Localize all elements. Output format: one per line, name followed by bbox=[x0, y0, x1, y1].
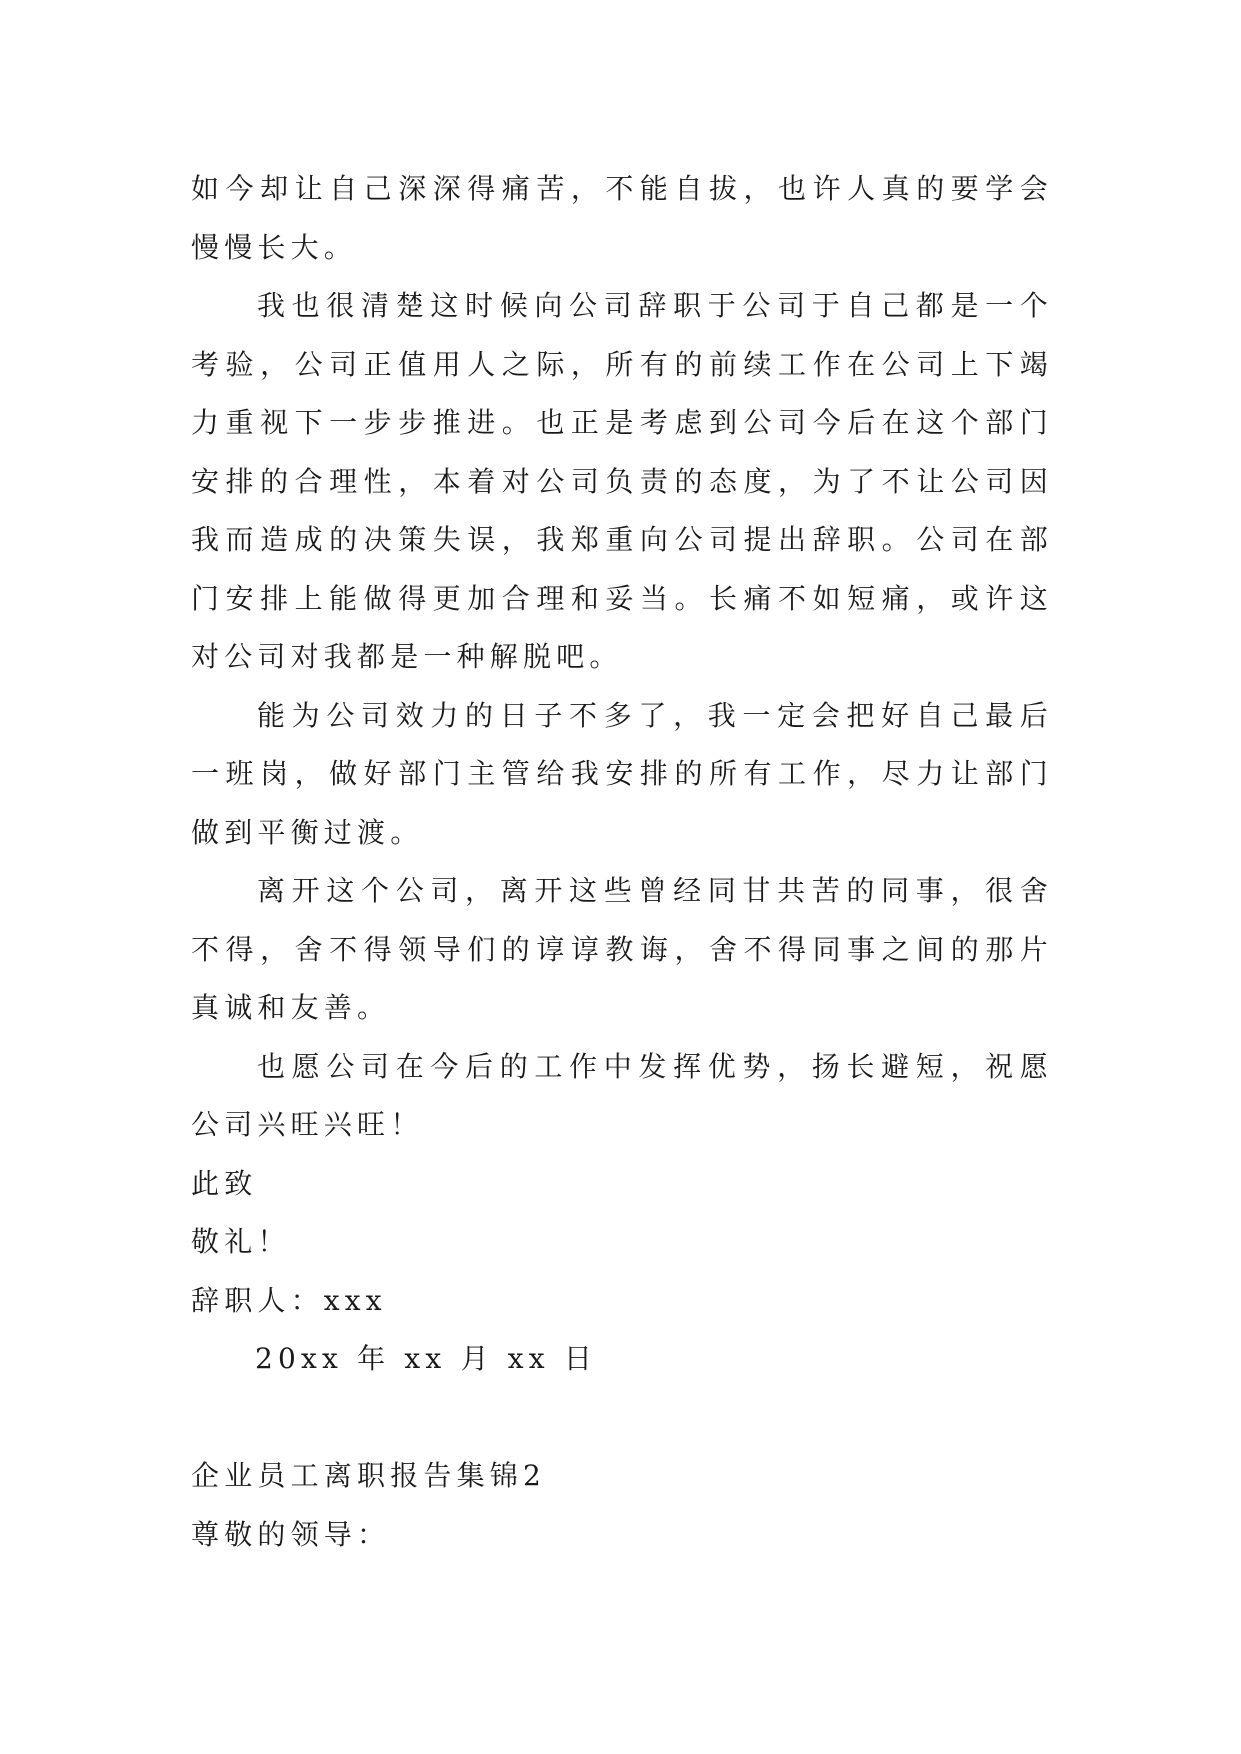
paragraph-farewell: 离开这个公司，离开这些曾经同甘共苦的同事，很舍不得，舍不得领导们的谆谆教诲，舍不得同事之间的那片真诚和友善。 bbox=[191, 874, 1053, 1024]
paragraph-handover: 能为公司效力的日子不多了，我一定会把好自己最后一班岗，做好部门主管给我安排的所有工作，尽力让部门做到平衡过渡。 bbox=[191, 698, 1053, 849]
paragraph-resignation-reason: 我也很清楚这时候向公司辞职于公司于自己都是一个考验，公司正值用人之际，所有的前续工作在公司上下竭力重视下一步步推进。也正是考虑到公司今后在这个部门安排的合理性，本着对公司负责的态度，为了不让公司因我而造成的决策失误，我郑重向公司提出辞职。公司在部门安排上能做得更加合理和妥当。长痛不如短痛，或许这对公司对我都是一种解脱吧。 bbox=[191, 289, 1053, 673]
section-title: 企业员工离职报告集锦2 bbox=[191, 1459, 547, 1492]
closing-salutation: 此致 bbox=[191, 1166, 258, 1200]
paragraph-continuation: 如今却让自己深深得痛苦，不能自拔，也许人真的要学会慢慢长大。 bbox=[191, 172, 1053, 264]
date-line: 20xx 年 xx 月 xx 日 bbox=[255, 1342, 598, 1375]
document-body bbox=[191, 160, 1053, 1564]
paragraph-wishes: 也愿公司在今后的工作中发挥优势，扬长避短，祝愿公司兴旺兴旺！ bbox=[191, 1049, 1053, 1141]
letter-salutation: 尊敬的领导： bbox=[191, 1517, 391, 1551]
blank-spacer bbox=[191, 1389, 1053, 1448]
signature-line: 辞职人：xxx bbox=[191, 1283, 387, 1317]
closing-regards: 敬礼！ bbox=[191, 1225, 291, 1258]
